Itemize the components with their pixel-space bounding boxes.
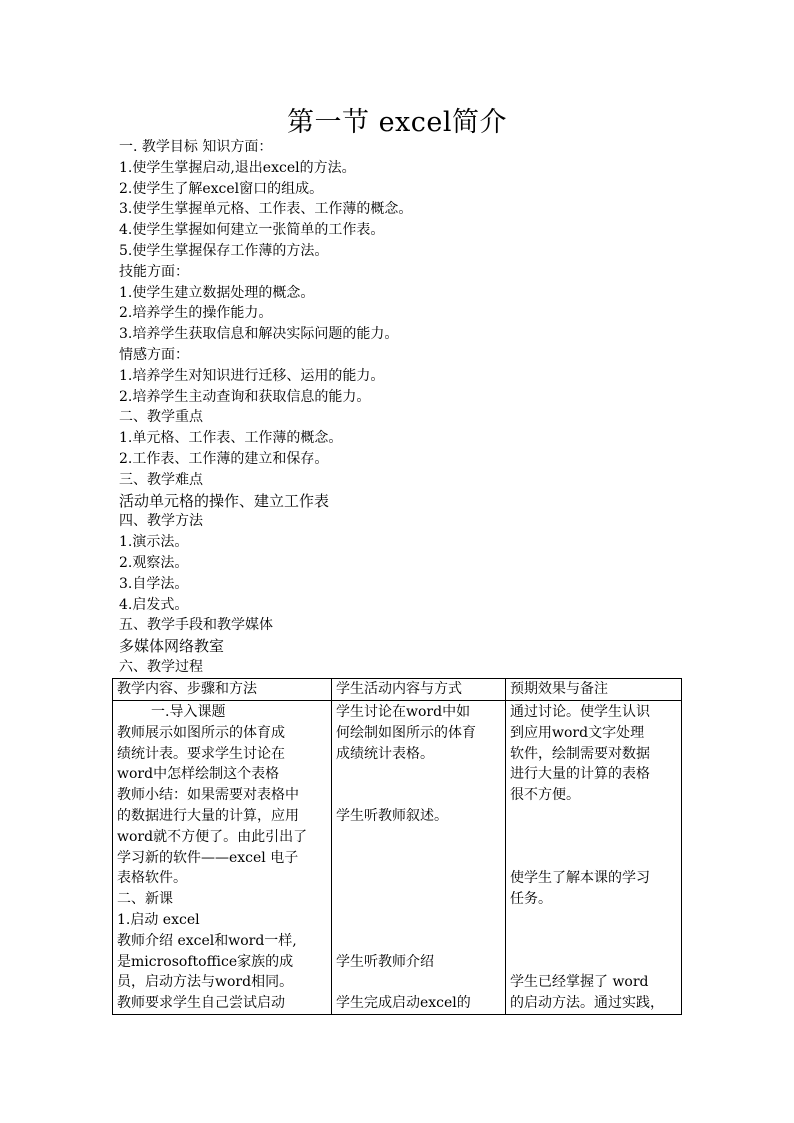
cell-text-line: 何绘制如图所示的体育 — [336, 724, 476, 741]
cell-text-line — [336, 868, 501, 889]
text-line: 1.培养学生对知识进行迁移、运用的能力。 — [119, 367, 385, 384]
cell-text-line: 学习新的软件——excel 电子 — [117, 849, 299, 866]
text-line: 1.使学生掌握启动,退出excel的方法。 — [119, 159, 356, 176]
cell-text-line: 学生听教师介绍 — [336, 953, 434, 970]
cell-text-line — [336, 889, 501, 910]
text-line: 活动单元格的操作、建立工作表 — [119, 491, 330, 510]
text-line: 情感方面： — [119, 346, 189, 363]
cell-text-line: 教师要求学生自己尝试启动 — [117, 995, 285, 1012]
cell-text-line — [336, 848, 501, 869]
text-line: 五、教学手段和教学媒体 — [119, 617, 273, 634]
cell-expected-effect — [506, 701, 682, 1015]
cell-text-line: 学生完成启动excel的 — [336, 995, 471, 1012]
cell-text-line: 1.启动 excel — [117, 911, 200, 928]
header-student-activity: 学生活动内容与方式 — [332, 679, 506, 701]
cell-text-line: 学生已经掌握了 word — [510, 974, 649, 991]
cell-text-line: 成绩统计表格。 — [336, 745, 434, 762]
cell-text-line: 进行大量的计算的表格 — [510, 766, 650, 783]
text-line: 2.培养学生的操作能力。 — [119, 305, 273, 322]
cell-text-line — [510, 910, 677, 931]
text-line: 一. 教学目标 知识方面： — [119, 139, 273, 155]
cell-text-line — [510, 827, 677, 848]
cell-text-line — [336, 972, 501, 993]
cell-text-line: 很不方便。 — [510, 787, 580, 804]
text-line: 六、教学过程 — [119, 658, 203, 675]
text-line: 3.培养学生获取信息和解决实际问题的能力。 — [119, 326, 399, 343]
cell-text-line: 教师小结：如果需要对表格中 — [117, 787, 299, 804]
process-table — [112, 678, 682, 1015]
cell-text-line — [336, 785, 501, 806]
cell-text-line — [510, 931, 677, 952]
cell-text-line — [510, 806, 677, 827]
cell-text-line: 学生听教师叙述。 — [336, 807, 448, 824]
cell-text-line: 学生讨论在word中如 — [336, 704, 471, 720]
cell-text-line — [336, 764, 501, 785]
cell-text-line — [336, 931, 501, 952]
header-content: 教学内容、步骤和方法 — [113, 679, 332, 701]
cell-text-line: 通过讨论。使学生认识 — [510, 704, 650, 720]
text-line: 四、教学方法 — [119, 513, 203, 530]
text-line: 3.自学法。 — [119, 575, 189, 592]
text-line: 三、教学难点 — [119, 471, 203, 488]
page-title: 第一节 excel简介 — [286, 107, 508, 138]
plan-text — [119, 137, 719, 678]
cell-text-line — [510, 952, 677, 973]
text-line: 2.使学生了解excel窗口的组成。 — [119, 180, 324, 197]
text-line: 二、教学重点 — [119, 409, 203, 426]
cell-text-line: 教师展示如图所示的体育成 — [117, 724, 285, 741]
cell-text-line: 软件，绘制需要对数据 — [510, 745, 650, 762]
text-line: 1.单元格、工作表、工作薄的概念。 — [119, 430, 343, 447]
text-line: 2.培养学生主动查询和获取信息的能力。 — [119, 388, 371, 405]
cell-text-line: 二、新课 — [117, 891, 173, 908]
text-line: 2.观察法。 — [119, 554, 189, 571]
cell-text-line: 的数据进行大量的计算，应用 — [117, 807, 299, 824]
text-line: 4.启发式。 — [119, 596, 189, 613]
text-line: 3.使学生掌握单元格、工作表、工作薄的概念。 — [119, 201, 413, 218]
cell-text-line: 使学生了解本课的学习 — [510, 870, 650, 887]
cell-text-line: 教师介绍 excel和word一样, — [117, 932, 297, 949]
text-line: 5.使学生掌握保存工作薄的方法。 — [119, 242, 329, 259]
text-line: 多媒体网络教室 — [119, 637, 225, 656]
header-expected-effect: 预期效果与备注 — [506, 679, 682, 701]
cell-text-line: 的启动方法。通过实践， — [510, 995, 664, 1012]
cell-text-line — [336, 827, 501, 848]
text-line: 技能方面： — [119, 263, 189, 280]
cell-text-line: word就不方便了。由此引出了 — [117, 828, 308, 845]
table-header-row — [113, 679, 682, 701]
text-line: 1.演示法。 — [119, 534, 189, 551]
cell-text-line — [510, 848, 677, 869]
text-line: 1.使学生建立数据处理的概念。 — [119, 284, 315, 301]
table-row — [113, 701, 682, 1015]
cell-text-line — [336, 910, 501, 931]
cell-content — [113, 701, 332, 1015]
cell-text-line: 到应用word文字处理 — [510, 724, 645, 741]
cell-text-line: 是microsoftoffice家族的成 — [117, 953, 294, 970]
cell-text-line: 表格软件。 — [117, 870, 187, 887]
cell-text-line: word中怎样绘制这个表格 — [117, 766, 280, 783]
cell-text-line: 绩统计表。要求学生讨论在 — [117, 745, 285, 762]
cell-text-line: 一.导入课题 — [151, 704, 226, 720]
cell-text-line: 任务。 — [510, 891, 552, 908]
text-line: 2.工作表、工作薄的建立和保存。 — [119, 450, 329, 467]
cell-student-activity — [332, 701, 506, 1015]
text-line: 4.使学生掌握如何建立一张简单的工作表。 — [119, 222, 385, 239]
cell-text-line: 员，启动方法与word相同。 — [117, 974, 294, 991]
